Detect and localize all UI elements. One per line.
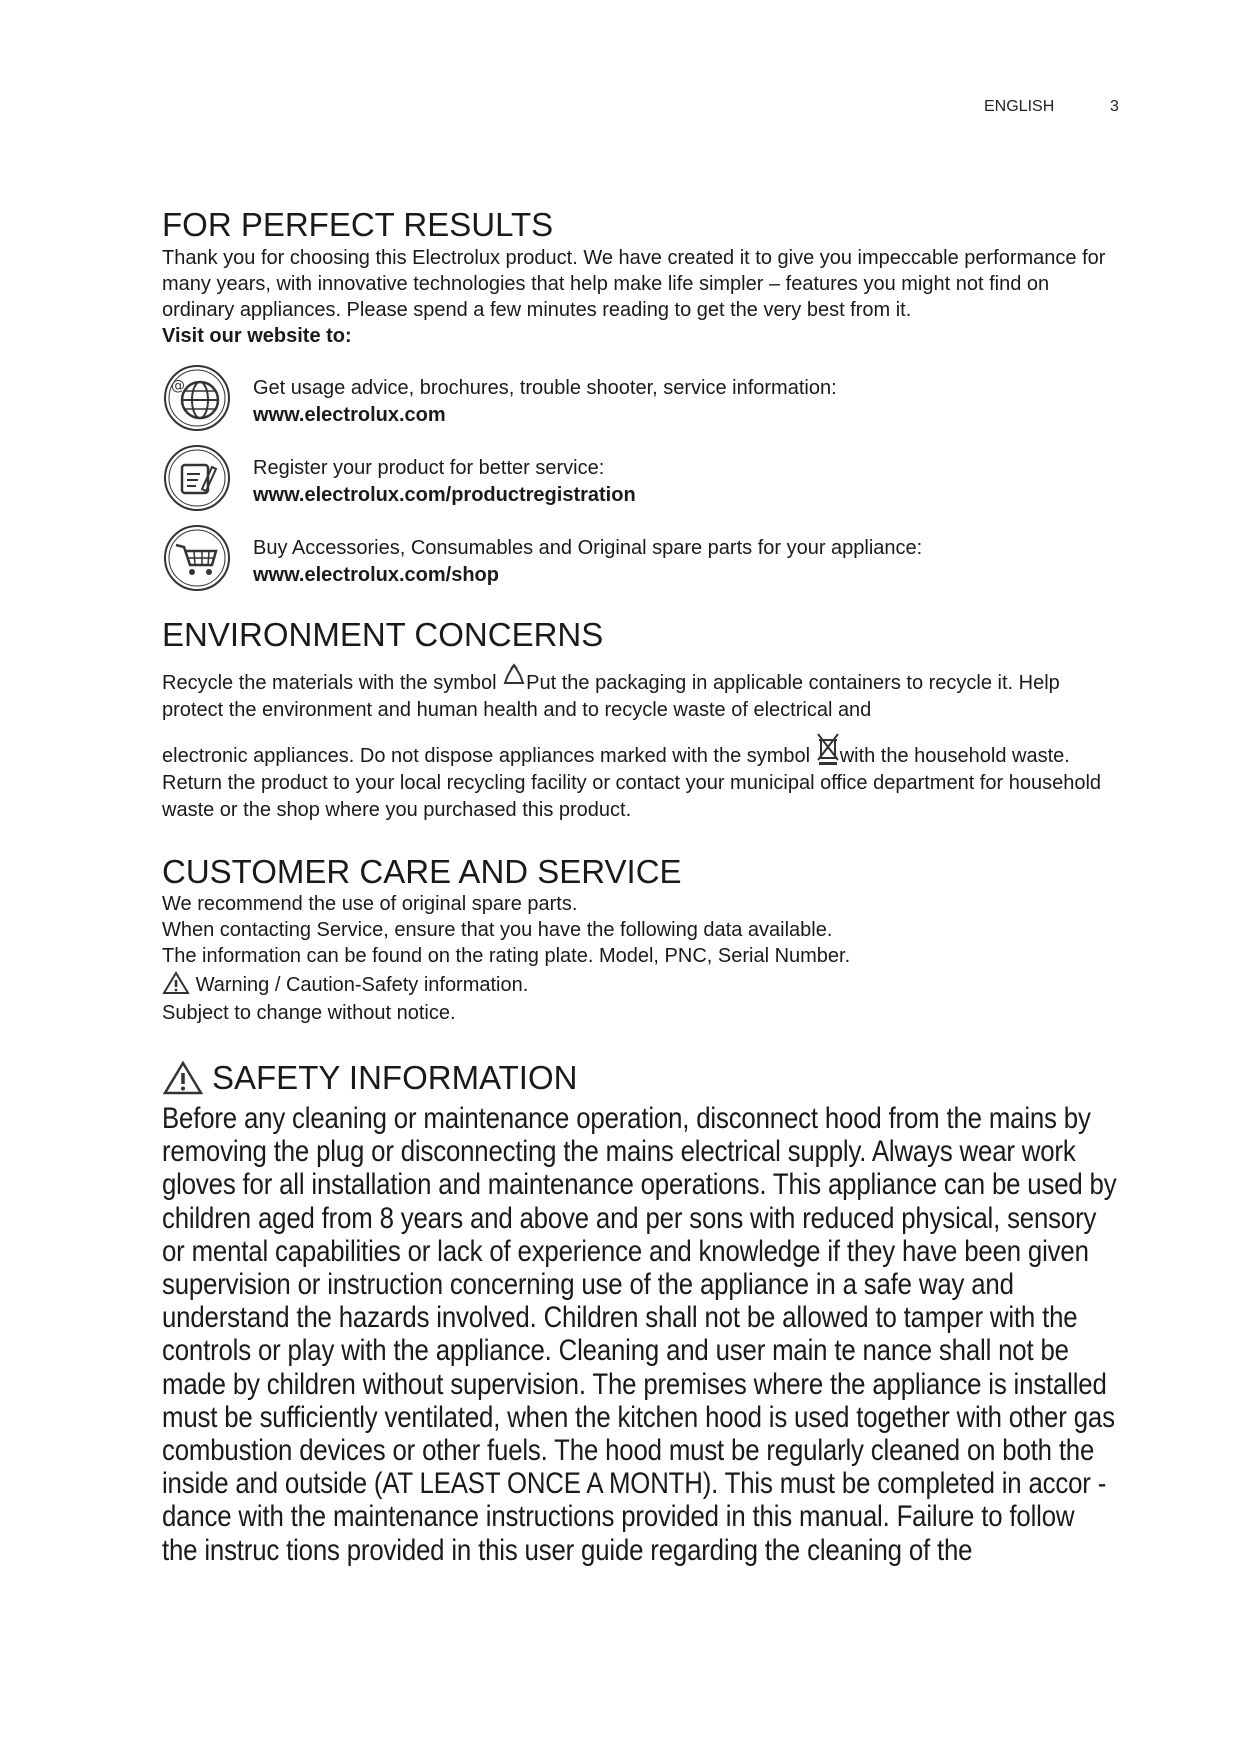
visit-website-label: Visit our website to:: [162, 325, 352, 347]
safety-title-text: SAFETY INFORMATION: [212, 1059, 578, 1096]
customer-care-section: [162, 853, 1112, 1026]
globe-icon: [162, 363, 232, 433]
website-link[interactable]: www.electrolux.com/productregistration: [253, 484, 636, 506]
environment-text-part: Put the packaging in applicable containers to recycle it. Help protect the environment and human health and to recycle waste of electrical and: [162, 672, 1060, 721]
website-item-text: Get usage advice, brochures, trouble shooter, service information:: [253, 377, 837, 399]
recycle-icon: [502, 663, 526, 693]
perfect-results-title: FOR PERFECT RESULTS: [162, 206, 554, 243]
environment-text-2: [162, 732, 1112, 824]
customer-care-line: The information can be found on the rating plate. Model, PNC, Serial Number.: [162, 945, 851, 967]
language-label: ENGLISH: [984, 98, 1055, 115]
perfect-results-section: [162, 205, 1112, 599]
website-item-registration: [162, 443, 1112, 523]
crossed-bin-icon: [816, 732, 840, 766]
website-link[interactable]: www.electrolux.com: [253, 404, 446, 426]
page-number: 3: [1110, 98, 1119, 115]
page-content: [162, 205, 1117, 1567]
customer-care-line: Subject to change without notice.: [162, 1002, 456, 1024]
website-item-text: Register your product for better service:: [253, 457, 605, 479]
website-item-shop: [162, 523, 1112, 599]
environment-text: [162, 663, 1112, 724]
environment-text-part: Recycle the materials with the symbol: [162, 672, 503, 694]
website-link[interactable]: www.electrolux.com/shop: [253, 564, 499, 586]
environment-text-part: with the household waste. Return the product to your local recycling facility or contact your municipal office department for household waste or the shop where you purchased this product.: [162, 745, 1102, 821]
warning-icon: [162, 1060, 204, 1096]
safety-title: [162, 1058, 1112, 1098]
safety-section: [162, 1058, 1117, 1567]
website-item-usage: [162, 363, 1112, 443]
environment-text-part: electronic appliances. Do not dispose appliances marked with the symbol: [162, 745, 816, 767]
perfect-results-intro: Thank you for choosing this Electrolux product. We have created it to give you impeccable performance for many years, with innovative technologies that help make life simpler – features you might not find on ordinary appliances. Please spend a few minutes reading to get the very best from it.: [162, 247, 1106, 321]
environment-title: ENVIRONMENT CONCERNS: [162, 616, 604, 653]
warning-icon: [162, 971, 190, 995]
website-item-text: Buy Accessories, Consumables and Original spare parts for your appliance:: [253, 537, 923, 559]
customer-care-title: CUSTOMER CARE AND SERVICE: [162, 853, 682, 890]
environment-section: [162, 615, 1112, 824]
customer-care-line: When contacting Service, ensure that you have the following data available.: [162, 919, 833, 941]
shopping-cart-icon: [162, 523, 232, 593]
safety-body-text: Before any cleaning or maintenance operation, disconnect hood from the mains by removing the plug or disconnecting the mains electrical supply. Always wear work gloves for all installation and maintenance operations. This appliance can be used by children aged from 8 years and above and per sons with reduced physical, sensory or mental capabilities or lack of experience and knowledge if they have been given supervision or instruction concerning use of the appliance in a safe way and understand the hazards involved. Children shall not be allowed to tamper with the controls or play with the appliance. Cleaning and user main te nance shall not be made by children without supervision. The premises where the appliance is installed must be sufficiently ventilated, when the kitchen hood is used together with other gas combustion devices or other fuels. The hood must be regularly cleaned on both the inside and outside (AT LEAST ONCE A MONTH). This must be completed in accor - dance with the maintenance instructions provided in this manual. Failure to follow the instruc tions provided in this user guide regarding the cleaning of the: [162, 1102, 1117, 1567]
warning-line: [162, 971, 1112, 998]
svg-text:@: @: [171, 378, 185, 394]
registration-icon: [162, 443, 232, 513]
warning-text: Warning / Caution-Safety information.: [195, 974, 529, 996]
customer-care-line: We recommend the use of original spare parts.: [162, 893, 578, 915]
